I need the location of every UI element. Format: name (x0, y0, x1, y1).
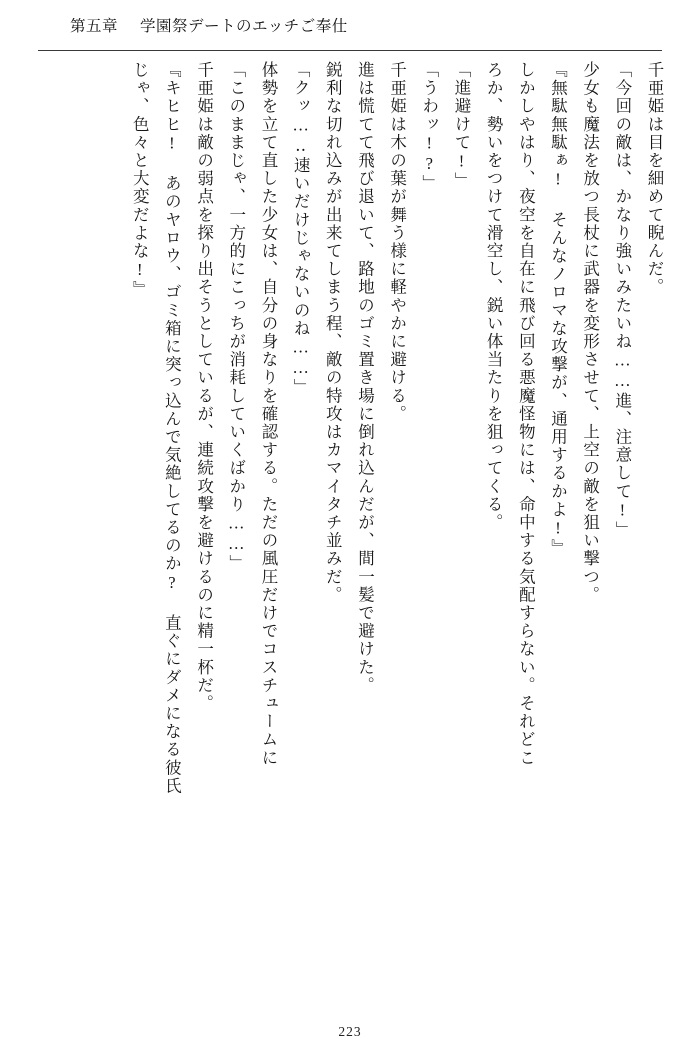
paragraph: 「このままじゃ、一方的にこっちが消耗していくばかり……」 (226, 61, 246, 573)
paragraph: じゃ、色々と大変だよな!』 (130, 61, 150, 299)
chapter-title: 学園祭デートのエッチご奉仕 (140, 18, 348, 35)
page-number: 223 (338, 1024, 362, 1039)
paragraph: 『無駄無駄ぁ! そんなノロマな攻撃が、通用するかよ!』 (548, 61, 568, 558)
header-divider (38, 50, 662, 51)
page-body (30, 61, 670, 1014)
paragraph: 「クッ…‥速いだけじゃないのね……」 (291, 61, 311, 397)
paragraph: 体勢を立て直した少女は、自分の身なりを確認する。ただの風圧だけでコスチュームに (258, 61, 278, 767)
paragraph: 千亜姫は敵の弱点を探り出そうとしているが、連続攻撃を避けるのに精一杯だ。 (194, 61, 214, 713)
paragraph: ろか、勢いをつけて滑空し、鋭い体当たりを狙ってくる。 (484, 61, 504, 532)
page-footer (30, 1014, 670, 1040)
paragraph: 『キヒヒ! あのヤロウ、ゴミ箱に突っ込んで気絶してるのか? 直ぐにダメになる彼氏 (162, 61, 182, 795)
paragraph: 「うわッ!?」 (419, 61, 439, 193)
paragraph: 「進避けて!」 (451, 61, 471, 191)
page-header (30, 14, 670, 48)
paragraph: しかしやはり、夜空を自在に飛び回る悪魔怪物には、命中する気配すらない。それどこ (516, 61, 536, 767)
paragraph: 千亜姫は目を細めて睨んだ。 (645, 61, 664, 297)
chapter-number: 第五章 (70, 18, 119, 35)
paragraph: 千亜姫は木の葉が舞う様に軽やかに避ける。 (387, 61, 407, 423)
vertical-text-column (123, 61, 670, 1014)
paragraph: 少女も魔法を放つ長杖に武器を変形させて、上空の敵を狙い撃つ。 (580, 61, 600, 604)
paragraph: 「今回の敵は、かなり強いみたいね……進、注意して!」 (612, 61, 632, 540)
paragraph: 鋭利な切れ込みが出来てしまう程、敵の特攻はカマイタチ並みだ。 (323, 61, 343, 604)
paragraph: 進は慌てて飛び退いて、路地のゴミ置き場に倒れ込んだが、間一髪で避けた。 (355, 61, 375, 695)
